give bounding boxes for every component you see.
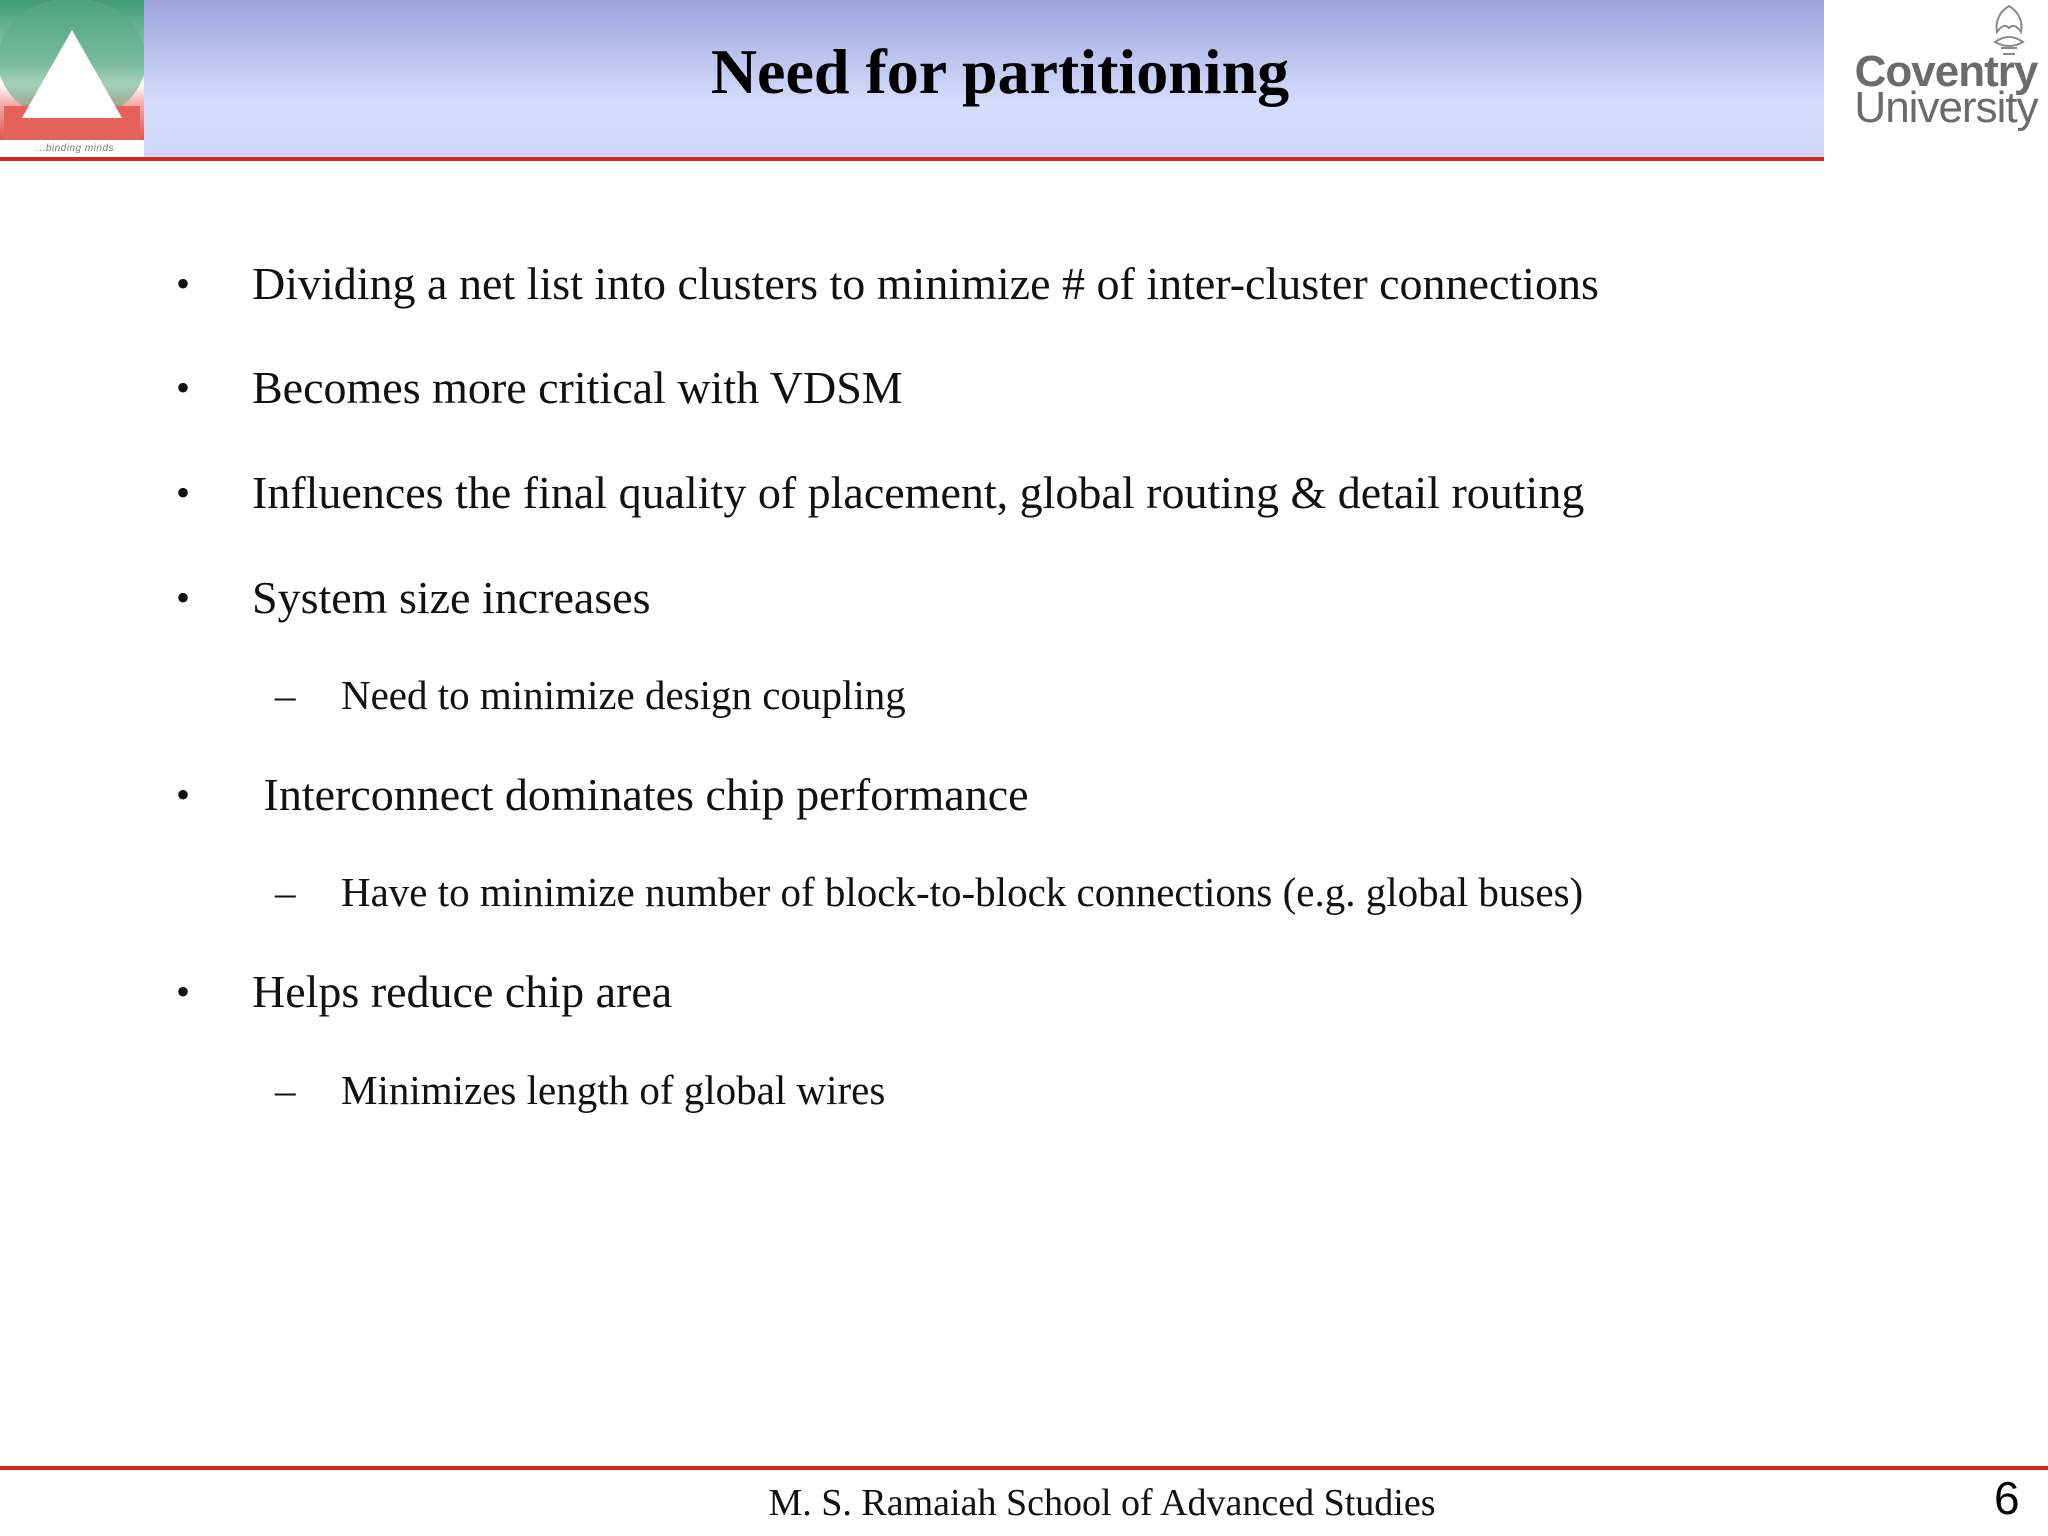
- slide-title: Need for partitioning: [710, 36, 1290, 107]
- bullet-marker: •: [176, 772, 191, 817]
- logo-tagline: ...binding minds: [36, 143, 115, 154]
- sub-bullet-text: Minimizes length of global wires: [341, 1067, 886, 1113]
- sub-bullet-text: Have to minimize number of block-to-block connections (e.g. global buses): [341, 869, 1584, 915]
- bullet-marker: •: [176, 261, 191, 306]
- logo-word-university: University: [1854, 83, 2038, 132]
- page-number: 6: [1994, 1472, 2020, 1524]
- footer-institution: M. S. Ramaiah School of Advanced Studies: [768, 1482, 1436, 1524]
- bullet-marker: •: [176, 365, 191, 410]
- bullet-marker: •: [176, 470, 191, 515]
- bullet-marker: •: [176, 969, 191, 1014]
- dash-marker: –: [275, 672, 296, 718]
- dash-marker: –: [275, 1067, 296, 1113]
- dash-marker: –: [275, 869, 296, 915]
- bullet-marker: •: [176, 575, 191, 620]
- footer-divider: [0, 1466, 2048, 1470]
- sub-bullet-text: Need to minimize design coupling: [341, 672, 906, 718]
- bullet-text: System size increases: [252, 572, 651, 623]
- bullet-text: Influences the final quality of placement, global routing & detail routing: [252, 467, 1585, 518]
- logo-word-coventry: Coventry: [1854, 47, 2038, 96]
- bullet-text: Becomes more critical with VDSM: [252, 362, 903, 413]
- bullet-text: Interconnect dominates chip performance: [252, 769, 1029, 820]
- bullet-text: Helps reduce chip area: [252, 966, 673, 1017]
- bullet-text: Dividing a net list into clusters to minimize # of inter-cluster connections: [252, 258, 1599, 309]
